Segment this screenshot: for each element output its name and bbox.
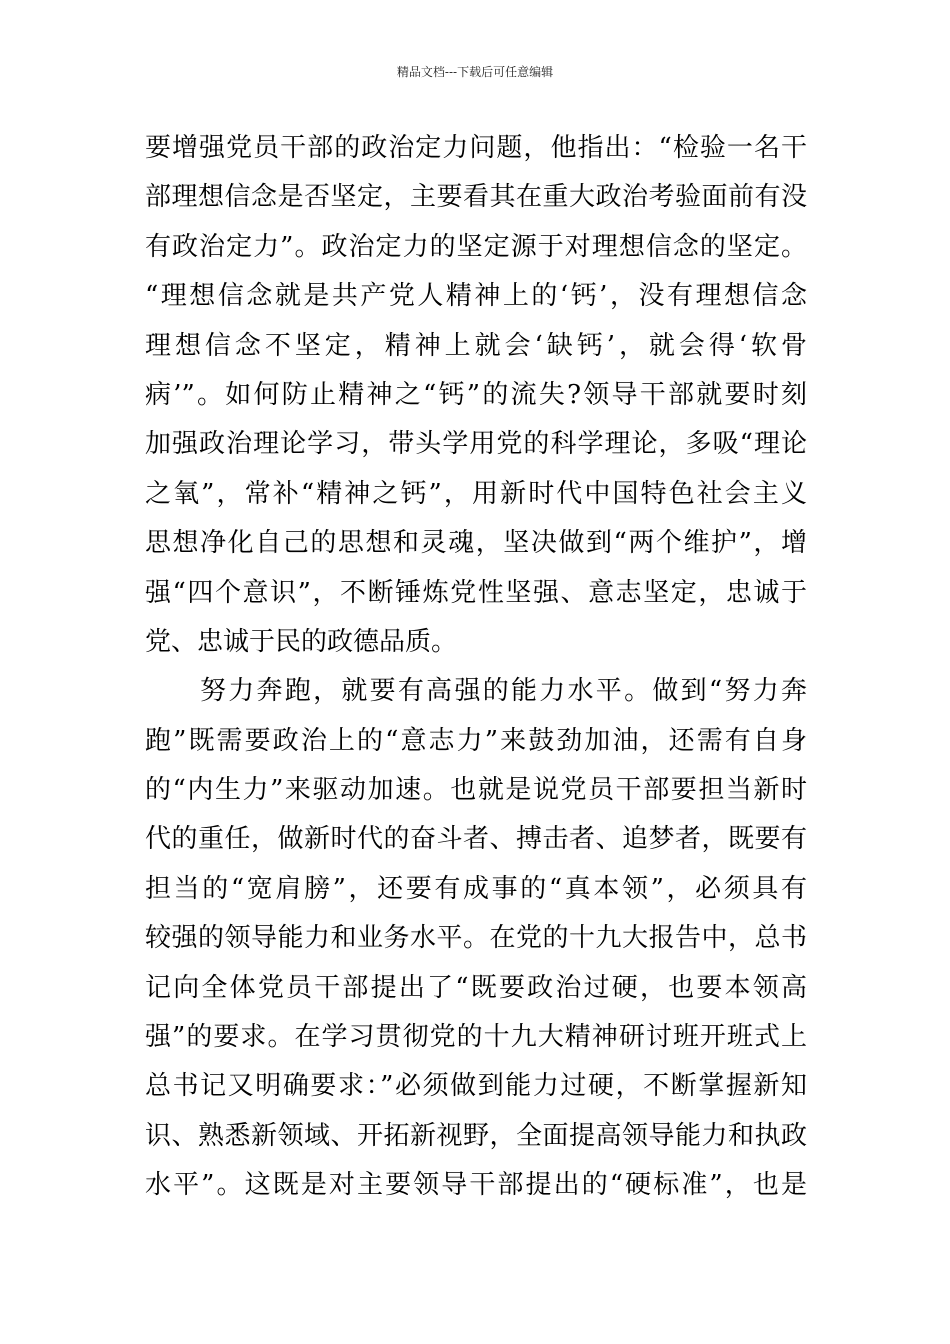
- text-line: “理想信念就是共产党人精神上的‘钙’，没有理想信念: [145, 281, 807, 312]
- paragraph-2: [145, 667, 807, 1210]
- text-line: 加强政治理论学习，带头学用党的科学理论，多吸“理论: [145, 429, 807, 460]
- text-line: 理想信念不坚定，精神上就会‘缺钙’，就会得‘软骨: [145, 330, 807, 361]
- text-line: 思想净化自己的思想和灵魂，坚决做到“两个维护”，增: [145, 528, 807, 559]
- text-line: 的“内生力”来驱动加速。也就是说党员干部要担当新时: [145, 775, 807, 806]
- text-line: 病’”。如何防止精神之“钙”的流失?领导干部就要时刻: [145, 379, 807, 410]
- text-line: 担当的“宽肩膀”，还要有成事的“真本领”，必须具有: [145, 873, 807, 904]
- text-line: 总书记又明确要求：”必须做到能力过硬，不断掌握新知: [145, 1071, 807, 1102]
- paragraph-1: [145, 124, 807, 667]
- text-line: 要增强党员干部的政治定力问题，他指出：“检验一名干: [145, 133, 807, 163]
- document-body: [145, 124, 807, 1211]
- text-line: 识、熟悉新领域、开拓新视野，全面提高领导能力和执政: [145, 1120, 807, 1151]
- page-header: 精品文档---下载后可任意编辑: [396, 65, 554, 79]
- text-line: 有政治定力”。政治定力的坚定源于对理想信念的坚定。: [145, 231, 807, 262]
- text-line: 之氧”，常补“精神之钙”，用新时代中国特色社会主义: [145, 478, 807, 509]
- text-line: 较强的领导能力和业务水平。在党的十九大报告中，总书: [145, 923, 807, 954]
- text-line: 强“四个意识”，不断锤炼党性坚强、意志坚定，忠诚于: [145, 577, 807, 608]
- text-line: 党、忠诚于民的政德品质。: [145, 626, 458, 657]
- text-line: 部理想信念是否坚定，主要看其在重大政治考验面前有没: [145, 182, 807, 213]
- text-line: 跑”既需要政治上的“意志力”来鼓劲加油，还需有自身: [145, 725, 807, 756]
- text-line: 记向全体党员干部提出了“既要政治过硬，也要本领高: [145, 972, 807, 1003]
- text-line: 努力奔跑，就要有高强的能力水平。做到“努力奔: [200, 676, 807, 707]
- text-line: 强”的要求。在学习贯彻党的十九大精神研讨班开班式上: [145, 1022, 807, 1053]
- text-line: 水平”。这既是对主要领导干部提出的“硬标准”，也是: [145, 1170, 807, 1201]
- text-line: 代的重任，做新时代的奋斗者、搏击者、追梦者，既要有: [145, 824, 807, 855]
